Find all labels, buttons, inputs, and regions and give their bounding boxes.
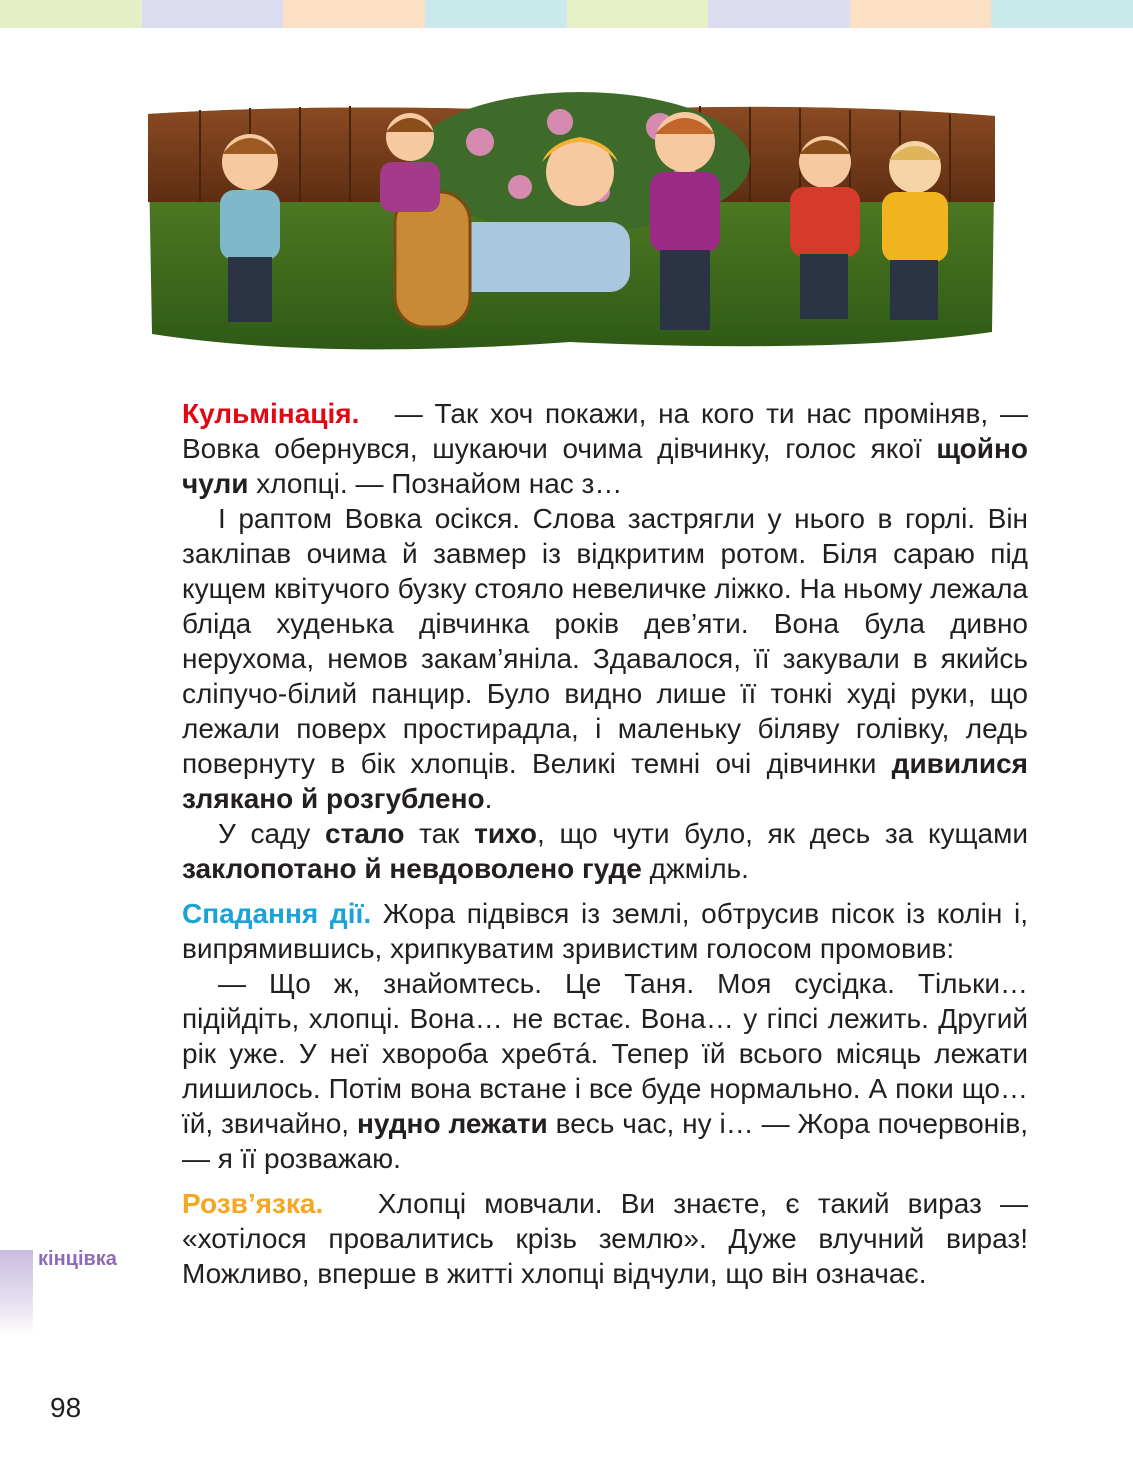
strip-segment xyxy=(567,0,709,28)
climax-label: Кульмінація. xyxy=(182,398,360,429)
falling-action-label: Спадання дії. xyxy=(182,898,372,929)
text-run: — Так хоч покажи, на кого ти нас проміняв, — Вовка обернувся, шукаючи очима дівчинку, голос якої xyxy=(182,398,1028,464)
paragraph xyxy=(182,816,1028,886)
emphasis: нудно лежати xyxy=(356,1108,548,1139)
strip-segment xyxy=(991,0,1133,28)
emphasis: заклопотано й невдоволено гуде xyxy=(182,853,642,884)
resolution-label: Розв’язка. xyxy=(182,1188,324,1219)
sidebar-label: кінцівка xyxy=(38,1248,117,1270)
paragraph xyxy=(182,896,1028,966)
text-run: . xyxy=(484,783,493,814)
story-text xyxy=(182,396,1028,1291)
emphasis: щойно чули xyxy=(182,433,1028,499)
paragraph xyxy=(182,1186,1028,1291)
strip-segment xyxy=(142,0,284,28)
strip-segment xyxy=(425,0,567,28)
strip-segment xyxy=(283,0,425,28)
text-run: І раптом Вовка осікся. Слова застрягли у нього в горлі. Він закліпав очима й завмер із відкритим ротом. Біля сараю під кущем квітучого бузку стояло невеличке ліжко. На ньому лежала бліда худенька дівчинка років дев’яти. Вона була дивно нерухома, немов закам’яніла. Здавалося, її закували в якийсь сліпучо-білий панцир. Було видно лише її тонкі худі руки, що лежали поверх простирадла, і маленьку біляву голівку, ледь повернуту в бік хлопців. Великі темні очі дівчинки xyxy=(182,503,1028,779)
emphasis: дивилися злякано й розгублено xyxy=(182,748,1028,814)
top-color-strip xyxy=(0,0,1133,28)
text-run: У саду xyxy=(218,818,326,849)
emphasis: стало xyxy=(325,818,405,849)
text-run: джміль. xyxy=(641,853,749,884)
text-run: весь час, ну і… — Жора почервонів, — я її розважаю. xyxy=(182,1108,1028,1174)
strip-segment xyxy=(708,0,850,28)
page-number: 98 xyxy=(50,1392,82,1423)
emphasis: тихо xyxy=(474,818,538,849)
paragraph xyxy=(182,966,1028,1176)
text-run: хлопці. — Познайом нас з… xyxy=(248,468,623,499)
text-run: Хлопці мовчали. Ви знаєте, є такий вираз — «хотілося провалитись крізь землю». Дуже влучний вираз! Можливо, вперше в житті хлопці відчули, що він означає. xyxy=(182,1188,1028,1289)
strip-segment xyxy=(850,0,992,28)
text-run: так xyxy=(404,818,475,849)
strip-segment xyxy=(0,0,142,28)
text-run: Жора підвівся із землі, обтрусив пісок із колін і, випрямившись, хрипкуватим зривистим голосом промовив: xyxy=(182,898,1028,964)
paragraph xyxy=(182,501,1028,816)
text-run: , що чути було, як десь за кущами xyxy=(537,818,1029,849)
sidebar-marker xyxy=(0,1250,33,1336)
paragraph xyxy=(182,396,1028,501)
text-run: — Що ж, знайомтесь. Це Таня. Моя сусідка. Тільки… підійдіть, хлопці. Вона… не встає. Вона… у гіпсі лежить. Другий рік уже. У неї хвороба хребтá. Тепер їй всього місяць лежати лишилось. Потім вона встане і все буде нормально. А поки що… їй, звичайно, xyxy=(182,968,1028,1139)
story-illustration xyxy=(140,92,1000,367)
